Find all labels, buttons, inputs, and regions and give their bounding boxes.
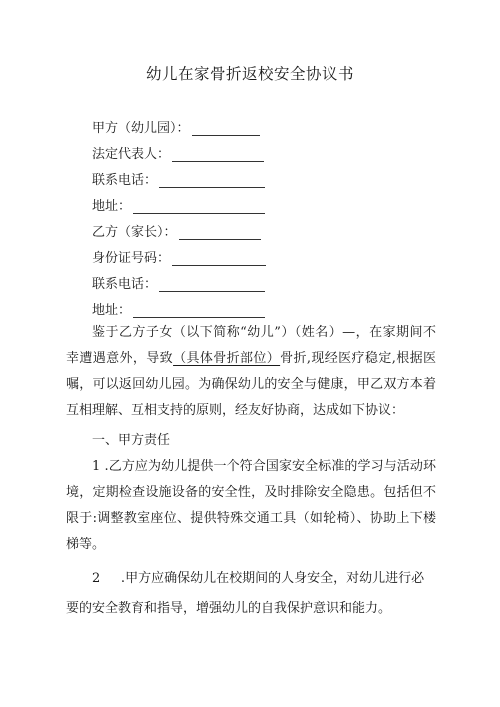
blank-line	[159, 279, 265, 292]
field-address-a	[92, 196, 265, 214]
intro-text-2: 骨折,现经医疗稳定,根据医嘱，可以返回幼儿园。为确保幼儿的安全与健康，甲乙双方本着互相理解、互相支持的原则，经友好协商，达成如下协议：	[66, 351, 436, 418]
field-label: 乙方（家长）：	[92, 225, 177, 240]
blank-line	[172, 253, 266, 266]
blank-line	[179, 227, 261, 240]
document-title: 幼儿在家骨折返校安全协议书	[145, 65, 354, 83]
field-address-b	[92, 300, 265, 318]
section-heading-party-a: 一、甲方责任	[92, 433, 171, 448]
intro-highlight: （具体骨折部位）	[173, 351, 281, 366]
intro-paragraph	[66, 320, 436, 424]
field-label: 法定代表人：	[92, 147, 171, 162]
clause-2-line-1: 2 .甲方应确保幼儿在校期间的人身安全，对幼儿进行必	[92, 571, 425, 586]
field-label: 甲方（幼儿园）：	[92, 121, 190, 136]
clause-1: 1 .乙方应为幼儿提供一个符合国家安全标准的学习与活动环境，定期检查设施设备的安全性，及时排除安全隐患。包括但不限于:调整教室座位、提供特殊交通工具（如轮椅）、协助上下楼梯等。	[66, 459, 436, 552]
field-party-b	[92, 222, 261, 240]
field-label: 地址：	[92, 199, 132, 214]
field-label: 身份证号码：	[92, 251, 171, 266]
blank-line	[133, 201, 265, 214]
blank-line	[159, 175, 265, 188]
field-party-a	[92, 118, 260, 136]
field-legal-representative	[92, 144, 264, 162]
field-label: 联系电话：	[92, 277, 158, 292]
field-phone-b	[92, 274, 265, 292]
field-id-number	[92, 248, 266, 266]
intro-text-1: 鉴于乙方子女（以下简称“幼儿”）（姓名）—，在家期间不幸遭遇意外，导致	[66, 325, 436, 366]
blank-line	[133, 305, 265, 318]
field-label: 联系电话：	[92, 173, 158, 188]
blank-line	[192, 123, 260, 136]
blank-line	[172, 149, 264, 162]
clause-2-line-2: 要的安全教育和指导，增强幼儿的自我保护意识和能力。	[66, 601, 392, 616]
field-label: 地址：	[92, 303, 132, 318]
field-phone-a	[92, 170, 265, 188]
